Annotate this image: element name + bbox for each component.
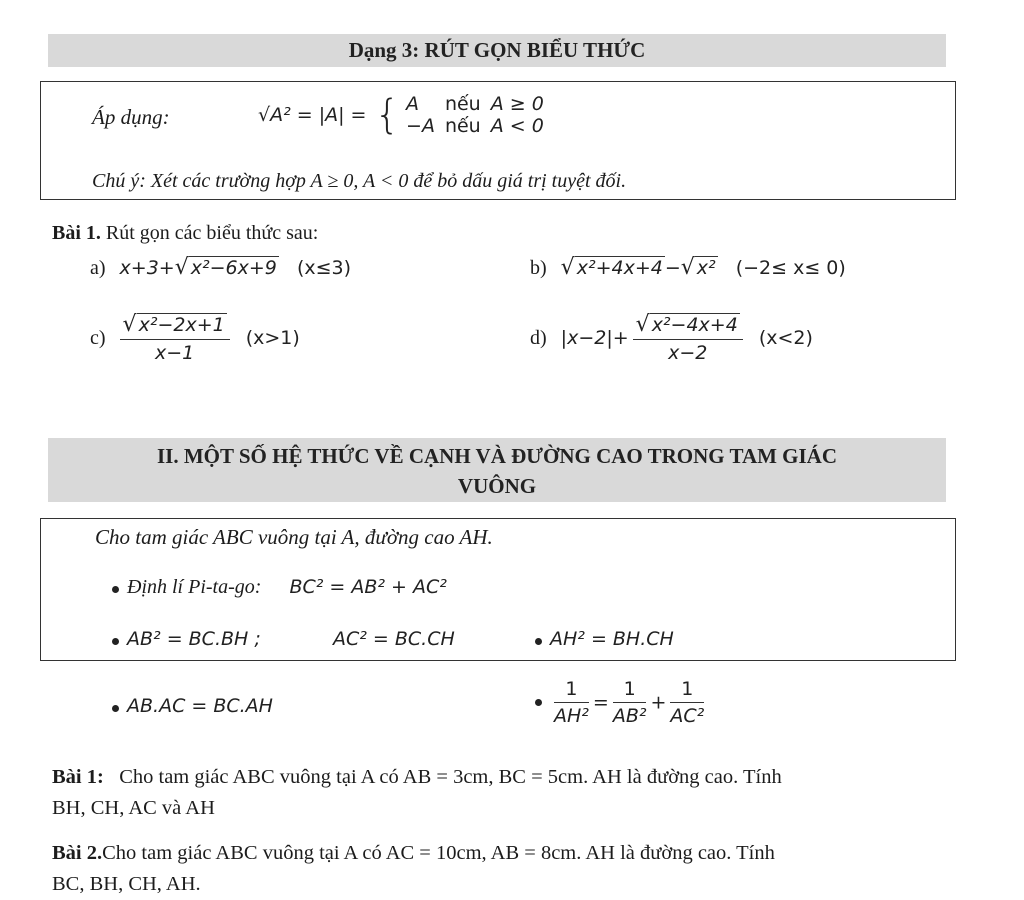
case2-expr: −A: [406, 115, 435, 137]
section2-title-line2: VUÔNG: [457, 474, 537, 498]
exercise1-heading: Bài 1.: [52, 222, 101, 244]
exercise-a-prefix: x+3+: [119, 257, 175, 279]
relation-row-2: [112, 695, 273, 717]
bullet-icon: [535, 699, 542, 706]
exercise-c-den: x−1: [154, 342, 195, 364]
exercise-d-prefix: |x−2|+: [560, 327, 629, 349]
case2-word: nếu: [444, 115, 481, 137]
abs-formula-lhs: √A² = |A| =: [258, 104, 367, 126]
exercise-b-radicand2: x²: [696, 257, 716, 279]
problem1-heading: Bài 1:: [52, 766, 104, 788]
exercise-a: [90, 255, 351, 280]
exercise-d-num: x²−4x+4: [651, 314, 738, 336]
problem2-heading: Bài 2.: [52, 842, 103, 864]
exercise-a-label: a): [90, 257, 106, 279]
exercise-c-cond: (x>1): [245, 327, 300, 349]
exercise-b: [530, 255, 846, 280]
exercise-b-cond: (−2≤ x≤ 0): [735, 257, 846, 279]
formula-area: AB.AC = BC.AH: [127, 695, 273, 717]
given-text: Cho tam giác ABC vuông tại A, đường cao AH.: [95, 525, 493, 549]
pythagoras-label: Định lí Pi-ta-go:: [127, 576, 262, 598]
bullet-icon: [112, 638, 119, 645]
case1-cond: A ≥ 0: [490, 93, 544, 115]
section2-title-line1: II. MỘT SỐ HỆ THỨC VỀ CẠNH VÀ ĐƯỜNG CAO TRONG TAM GIÁC: [156, 444, 838, 468]
relation-row-2b: $\frac{1}{\text{AH²}}$ = $\frac{1}{\text{AB²}}$ + $\frac{1}{\text{AC²}}$: [535, 678, 704, 727]
exercise-c-fraction: $\frac{\text{√ x²−2x+1}}{x-1}$: [120, 312, 230, 364]
exercise-d-cond: (x<2): [758, 327, 813, 349]
pythagoras-row: [112, 576, 447, 599]
exercise-c: [90, 312, 300, 364]
case2-cond: A < 0: [490, 115, 544, 137]
pythagoras-formula: BC² = AB² + AC²: [289, 576, 447, 598]
relation-row-1: [112, 628, 261, 650]
section-title: Dạng 3: RÚT GỌN BIỂU THỨC: [348, 38, 646, 62]
sqrt-b2: √ x²: [680, 255, 716, 280]
exercise-d-fraction: $\frac{\text{√ x²−4x+4}}{x-2}$: [633, 312, 743, 364]
exercise1-line: [52, 222, 318, 245]
problem1-text: Cho tam giác ABC vuông tại A có AB = 3cm, BC = 5cm. AH là đường cao. Tính: [119, 766, 782, 788]
formula-ab: AB² = BC.BH ;: [127, 628, 261, 650]
note-text: Chú ý: Xét các trường hợp A ≥ 0, A < 0 để bỏ dấu giá trị tuyệt đối.: [92, 170, 627, 192]
apply-label: Áp dụng:: [92, 105, 170, 129]
exercise-b-label: b): [530, 257, 547, 279]
problem2-text2: BC, BH, CH, AH.: [52, 873, 201, 895]
case1-expr: A: [406, 93, 420, 115]
formula-ah: AH² = BH.CH: [550, 628, 674, 650]
exercise-a-cond: (x≤3): [296, 257, 352, 279]
problem2-text: Cho tam giác ABC vuông tại A có AC = 10cm, AB = 8cm. AH là đường cao. Tính: [102, 842, 775, 864]
exercise1-instruction: Rút gọn các biểu thức sau:: [105, 222, 319, 244]
exercise-c-label: c): [90, 326, 106, 349]
inv-den-ah: AH²: [554, 705, 589, 727]
sqrt-a: √ x²−6x+9: [174, 255, 277, 280]
case1-word: nếu: [444, 93, 481, 115]
problem2: [52, 838, 972, 900]
exercise-d-den: x−2: [668, 342, 708, 364]
bullet-icon: [112, 705, 119, 712]
abs-formula: √A² = |A| = { A nếu A ≥ 0 −A nếu A < 0: [258, 92, 554, 138]
inv-num-3: 1: [670, 678, 704, 703]
exercise-c-num: x²−2x+1: [138, 314, 225, 336]
exercise-b-radicand1: x²+4x+4: [576, 257, 663, 279]
inv-num-2: 1: [613, 678, 647, 703]
inv-den-ab: AB²: [612, 705, 647, 727]
problem1: [52, 762, 972, 824]
sqrt-b1: √ x²+4x+4: [560, 255, 663, 280]
formula-ac: AC² = BC.CH: [333, 628, 455, 650]
relation-row-1b: [535, 628, 674, 650]
section2-title-band: [48, 438, 946, 502]
problem1-text2: BH, CH, AC và AH: [52, 797, 215, 819]
bullet-icon: [535, 638, 542, 645]
exercise-a-radicand: x²−6x+9: [190, 257, 277, 279]
inv-num-1: 1: [554, 678, 589, 703]
section-title-band: [48, 34, 946, 67]
exercise-d: [530, 312, 813, 364]
exercise-b-minus: −: [664, 257, 681, 279]
bullet-icon: [112, 586, 119, 593]
inv-den-ac: AC²: [670, 705, 705, 727]
exercise-d-label: d): [530, 326, 547, 349]
abs-cases: [406, 93, 554, 137]
